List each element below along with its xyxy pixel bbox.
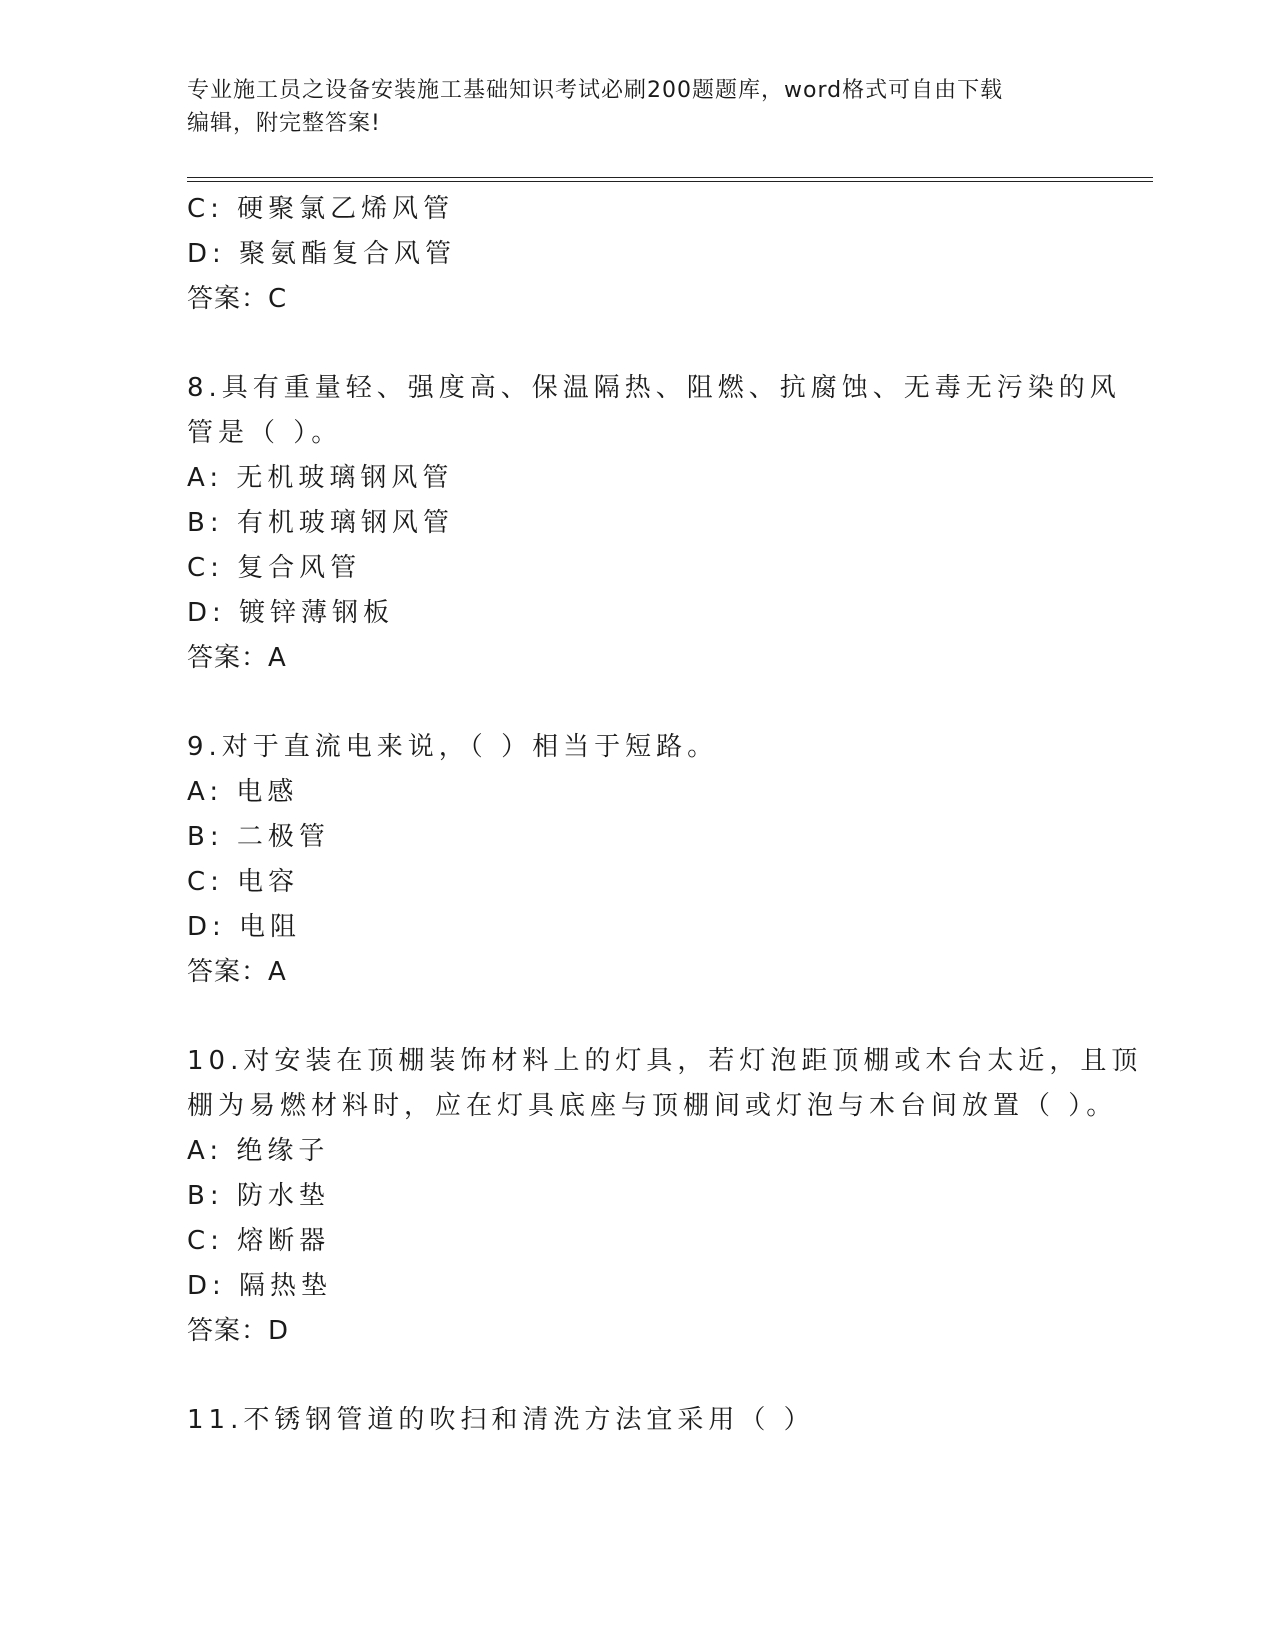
option-d: D: 电阻 — [187, 912, 302, 942]
option-d: D: 聚氨酯复合风管 — [187, 239, 457, 269]
header-divider-top — [187, 177, 1153, 178]
question-text: 11.不锈钢管道的吹扫和清洗方法宜采用（ ） — [187, 1405, 815, 1435]
question-text: 9.对于直流电来说，（ ）相当于短路。 — [187, 732, 719, 762]
option-a: A: 电感 — [187, 777, 299, 807]
option-c: C: 复合风管 — [187, 553, 362, 583]
option-c: C: 电容 — [187, 867, 300, 897]
option-b: B: 有机玻璃钢风管 — [187, 508, 454, 538]
option-c: C: 熔断器 — [187, 1226, 331, 1256]
option-a: A: 绝缘子 — [187, 1136, 330, 1166]
option-d: D: 镀锌薄钢板 — [187, 598, 395, 628]
answer: 答案：A — [187, 643, 287, 673]
answer: 答案：D — [187, 1316, 290, 1346]
answer: 答案：C — [187, 284, 288, 314]
option-a: A: 无机玻璃钢风管 — [187, 463, 454, 493]
question-text: 10.对安装在顶棚装饰材料上的灯具，若灯泡距顶棚或木台太近，且顶 — [187, 1046, 1143, 1076]
question-text-continued: 管是（ ）。 — [187, 418, 343, 448]
answer: 答案：A — [187, 957, 287, 987]
option-b: B: 二极管 — [187, 822, 330, 852]
header-title-line1: 专业施工员之设备安装施工基础知识考试必刷200题题库，word格式可自由下载 — [187, 78, 1004, 103]
header-title-line2: 编辑，附完整答案! — [187, 111, 381, 136]
option-b: B: 防水垫 — [187, 1181, 330, 1211]
document-header — [187, 74, 1087, 140]
option-d: D: 隔热垫 — [187, 1271, 333, 1301]
header-divider-bottom — [187, 181, 1153, 182]
question-text-continued: 棚为易燃材料时，应在灯具底座与顶棚间或灯泡与木台间放置（ ）。 — [187, 1091, 1118, 1121]
question-text: 8.具有重量轻、强度高、保温隔热、阻燃、抗腐蚀、无毒无污染的风 — [187, 373, 1121, 403]
option-c: C: 硬聚氯乙烯风管 — [187, 194, 455, 224]
